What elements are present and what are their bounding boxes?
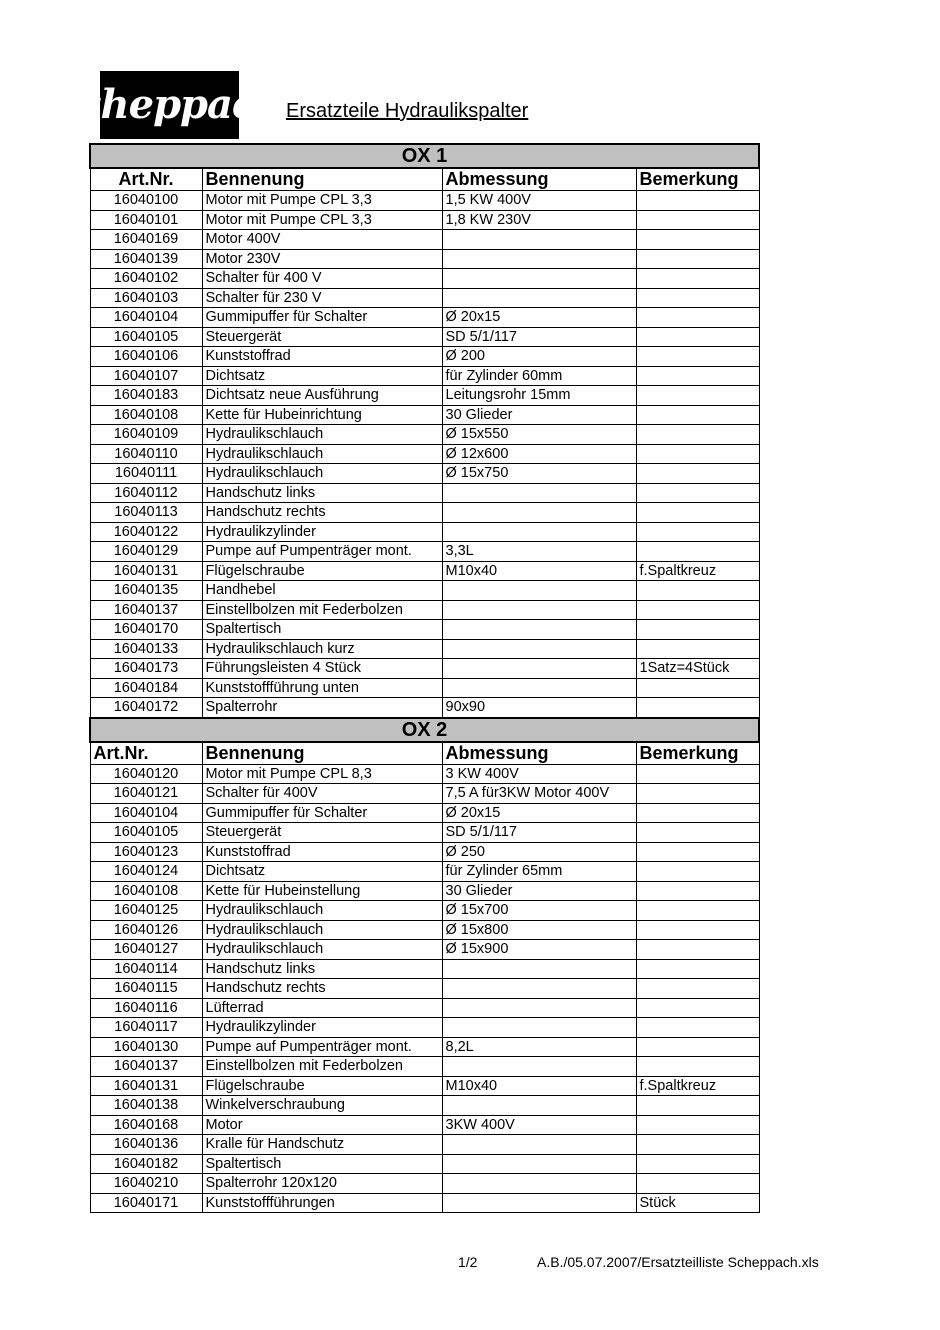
column-header: Bennenung <box>202 742 442 765</box>
abmessung-cell: Ø 15x750 <box>442 464 636 484</box>
bennenung-cell: Kunststoffrad <box>202 347 442 367</box>
table-row <box>90 600 759 620</box>
bemerkung-cell <box>636 1174 759 1194</box>
bemerkung-cell <box>636 842 759 862</box>
abmessung-cell: 1,8 KW 230V <box>442 210 636 230</box>
abmessung-cell: 30 Glieder <box>442 881 636 901</box>
table-row <box>90 405 759 425</box>
bemerkung-cell <box>636 308 759 328</box>
bennenung-cell: Handschutz rechts <box>202 979 442 999</box>
bennenung-cell: Schalter für 400 V <box>202 269 442 289</box>
bennenung-cell: Hydraulikschlauch kurz <box>202 639 442 659</box>
abmessung-cell: 8,2L <box>442 1037 636 1057</box>
art-nr-cell: 16040130 <box>90 1037 202 1057</box>
table-row <box>90 483 759 503</box>
brand-logo <box>55 71 284 139</box>
table-row <box>90 881 759 901</box>
abmessung-cell: 1,5 KW 400V <box>442 191 636 211</box>
bennenung-cell: Spaltertisch <box>202 1154 442 1174</box>
bennenung-cell: Kette für Hubeinrichtung <box>202 405 442 425</box>
table-row <box>90 1076 759 1096</box>
table-row <box>90 366 759 386</box>
bennenung-cell: Steuergerät <box>202 823 442 843</box>
table-row <box>90 269 759 289</box>
bennenung-cell: Motor mit Pumpe CPL 3,3 <box>202 210 442 230</box>
art-nr-cell: 16040127 <box>90 940 202 960</box>
art-nr-cell: 16040122 <box>90 522 202 542</box>
bemerkung-cell <box>636 269 759 289</box>
bemerkung-cell <box>636 542 759 562</box>
bemerkung-cell <box>636 784 759 804</box>
art-nr-cell: 16040117 <box>90 1018 202 1038</box>
logo-text: scheppach <box>55 81 284 128</box>
bemerkung-cell <box>636 1018 759 1038</box>
column-header: Bennenung <box>202 168 442 191</box>
bennenung-cell: Flügelschraube <box>202 1076 442 1096</box>
art-nr-cell: 16040126 <box>90 920 202 940</box>
abmessung-cell: 3KW 400V <box>442 1115 636 1135</box>
bennenung-cell: Dichtsatz <box>202 366 442 386</box>
table-row <box>90 230 759 250</box>
art-nr-cell: 16040108 <box>90 881 202 901</box>
table-row <box>90 561 759 581</box>
table-row <box>90 901 759 921</box>
abmessung-cell: für Zylinder 65mm <box>442 862 636 882</box>
abmessung-cell <box>442 600 636 620</box>
art-nr-cell: 16040116 <box>90 998 202 1018</box>
bemerkung-cell <box>636 249 759 269</box>
bennenung-cell: Flügelschraube <box>202 561 442 581</box>
bemerkung-cell <box>636 464 759 484</box>
art-nr-cell: 16040105 <box>90 327 202 347</box>
abmessung-cell: für Zylinder 60mm <box>442 366 636 386</box>
abmessung-cell <box>442 522 636 542</box>
column-header: Bemerkung <box>636 742 759 765</box>
abmessung-cell <box>442 230 636 250</box>
table-row <box>90 522 759 542</box>
art-nr-cell: 16040136 <box>90 1135 202 1155</box>
bennenung-cell: Motor <box>202 1115 442 1135</box>
bennenung-cell: Motor 400V <box>202 230 442 250</box>
table-row <box>90 327 759 347</box>
bemerkung-cell <box>636 803 759 823</box>
table-row <box>90 444 759 464</box>
column-header: Abmessung <box>442 168 636 191</box>
bemerkung-cell <box>636 620 759 640</box>
art-nr-cell: 16040123 <box>90 842 202 862</box>
abmessung-cell: M10x40 <box>442 561 636 581</box>
parts-table <box>89 143 760 1213</box>
art-nr-cell: 16040106 <box>90 347 202 367</box>
abmessung-cell: M10x40 <box>442 1076 636 1096</box>
table-row <box>90 862 759 882</box>
abmessung-cell <box>442 959 636 979</box>
bemerkung-cell <box>636 1154 759 1174</box>
abmessung-cell: Ø 15x550 <box>442 425 636 445</box>
art-nr-cell: 16040120 <box>90 764 202 784</box>
table-row <box>90 784 759 804</box>
bemerkung-cell <box>636 940 759 960</box>
art-nr-cell: 16040183 <box>90 386 202 406</box>
abmessung-cell: Ø 20x15 <box>442 308 636 328</box>
bennenung-cell: Winkelverschraubung <box>202 1096 442 1116</box>
art-nr-cell: 16040125 <box>90 901 202 921</box>
column-header: Art.Nr. <box>90 742 202 765</box>
table-row <box>90 288 759 308</box>
art-nr-cell: 16040112 <box>90 483 202 503</box>
bennenung-cell: Handschutz links <box>202 483 442 503</box>
art-nr-cell: 16040131 <box>90 561 202 581</box>
art-nr-cell: 16040104 <box>90 308 202 328</box>
column-header-row <box>90 168 759 191</box>
bennenung-cell: Hydraulikschlauch <box>202 901 442 921</box>
bemerkung-cell <box>636 1096 759 1116</box>
art-nr-cell: 16040171 <box>90 1193 202 1213</box>
page-number: 1/2 <box>458 1254 478 1270</box>
bennenung-cell: Spaltertisch <box>202 620 442 640</box>
abmessung-cell <box>442 249 636 269</box>
bennenung-cell: Hydraulikschlauch <box>202 940 442 960</box>
table-row <box>90 308 759 328</box>
bemerkung-cell <box>636 425 759 445</box>
bemerkung-cell <box>636 764 759 784</box>
abmessung-cell: 7,5 A für3KW Motor 400V <box>442 784 636 804</box>
bennenung-cell: Handschutz rechts <box>202 503 442 523</box>
column-header-row <box>90 742 759 765</box>
file-reference: A.B./05.07.2007/Ersatzteilliste Scheppach.xls <box>537 1254 819 1270</box>
bemerkung-cell <box>636 210 759 230</box>
table-row <box>90 210 759 230</box>
table-row <box>90 1057 759 1077</box>
table-row <box>90 1096 759 1116</box>
abmessung-cell: 90x90 <box>442 698 636 718</box>
bemerkung-cell <box>636 639 759 659</box>
table-row <box>90 659 759 679</box>
abmessung-cell <box>442 998 636 1018</box>
abmessung-cell: 3 KW 400V <box>442 764 636 784</box>
bemerkung-cell <box>636 503 759 523</box>
bennenung-cell: Gummipuffer für Schalter <box>202 308 442 328</box>
art-nr-cell: 16040135 <box>90 581 202 601</box>
table-row <box>90 698 759 718</box>
abmessung-cell <box>442 1057 636 1077</box>
abmessung-cell <box>442 1154 636 1174</box>
document-title: Ersatzteile Hydraulikspalter <box>286 100 529 122</box>
abmessung-cell: Ø 20x15 <box>442 803 636 823</box>
art-nr-cell: 16040108 <box>90 405 202 425</box>
abmessung-cell: Ø 15x700 <box>442 901 636 921</box>
section-header-row <box>90 718 759 742</box>
bennenung-cell: Hydraulikschlauch <box>202 920 442 940</box>
bennenung-cell: Hydraulikschlauch <box>202 464 442 484</box>
abmessung-cell <box>442 1096 636 1116</box>
bennenung-cell: Dichtsatz neue Ausführung <box>202 386 442 406</box>
art-nr-cell: 16040110 <box>90 444 202 464</box>
bemerkung-cell <box>636 366 759 386</box>
table-row <box>90 920 759 940</box>
art-nr-cell: 16040184 <box>90 678 202 698</box>
table-row <box>90 998 759 1018</box>
table-row <box>90 842 759 862</box>
bennenung-cell: Hydraulikzylinder <box>202 1018 442 1038</box>
table-row <box>90 464 759 484</box>
bennenung-cell: Kette für Hubeinstellung <box>202 881 442 901</box>
bennenung-cell: Motor mit Pumpe CPL 3,3 <box>202 191 442 211</box>
table-row <box>90 803 759 823</box>
art-nr-cell: 16040124 <box>90 862 202 882</box>
abmessung-cell <box>442 269 636 289</box>
bennenung-cell: Motor mit Pumpe CPL 8,3 <box>202 764 442 784</box>
abmessung-cell: Ø 12x600 <box>442 444 636 464</box>
table-row <box>90 959 759 979</box>
table-row <box>90 1135 759 1155</box>
bemerkung-cell <box>636 881 759 901</box>
abmessung-cell <box>442 678 636 698</box>
table-row <box>90 764 759 784</box>
abmessung-cell <box>442 483 636 503</box>
abmessung-cell <box>442 288 636 308</box>
art-nr-cell: 16040100 <box>90 191 202 211</box>
table-row <box>90 249 759 269</box>
bennenung-cell: Spalterrohr <box>202 698 442 718</box>
table-row <box>90 940 759 960</box>
art-nr-cell: 16040137 <box>90 600 202 620</box>
bennenung-cell: Dichtsatz <box>202 862 442 882</box>
bemerkung-cell <box>636 405 759 425</box>
art-nr-cell: 16040111 <box>90 464 202 484</box>
bemerkung-cell <box>636 823 759 843</box>
bemerkung-cell <box>636 698 759 718</box>
abmessung-cell: Ø 15x900 <box>442 940 636 960</box>
table-row <box>90 386 759 406</box>
bemerkung-cell <box>636 327 759 347</box>
abmessung-cell <box>442 979 636 999</box>
abmessung-cell: Ø 250 <box>442 842 636 862</box>
bemerkung-cell <box>636 979 759 999</box>
column-header: Art.Nr. <box>90 168 202 191</box>
abmessung-cell <box>442 1174 636 1194</box>
bennenung-cell: Pumpe auf Pumpenträger mont. <box>202 1037 442 1057</box>
section-title: OX 2 <box>90 718 759 742</box>
bennenung-cell: Gummipuffer für Schalter <box>202 803 442 823</box>
bennenung-cell: Handschutz links <box>202 959 442 979</box>
bemerkung-cell <box>636 288 759 308</box>
art-nr-cell: 16040104 <box>90 803 202 823</box>
art-nr-cell: 16040133 <box>90 639 202 659</box>
bennenung-cell: Führungsleisten 4 Stück <box>202 659 442 679</box>
art-nr-cell: 16040169 <box>90 230 202 250</box>
bemerkung-cell <box>636 386 759 406</box>
bennenung-cell: Steuergerät <box>202 327 442 347</box>
bemerkung-cell <box>636 1037 759 1057</box>
table-row <box>90 191 759 211</box>
bemerkung-cell <box>636 1057 759 1077</box>
bemerkung-cell <box>636 444 759 464</box>
bemerkung-cell <box>636 678 759 698</box>
bemerkung-cell <box>636 901 759 921</box>
art-nr-cell: 16040172 <box>90 698 202 718</box>
table-row <box>90 620 759 640</box>
art-nr-cell: 16040137 <box>90 1057 202 1077</box>
bemerkung-cell <box>636 1135 759 1155</box>
table-row <box>90 1174 759 1194</box>
art-nr-cell: 16040102 <box>90 269 202 289</box>
table-row <box>90 581 759 601</box>
bemerkung-cell <box>636 581 759 601</box>
bemerkung-cell: 1Satz=4Stück <box>636 659 759 679</box>
abmessung-cell: Ø 200 <box>442 347 636 367</box>
art-nr-cell: 16040129 <box>90 542 202 562</box>
art-nr-cell: 16040139 <box>90 249 202 269</box>
bemerkung-cell <box>636 998 759 1018</box>
abmessung-cell <box>442 503 636 523</box>
abmessung-cell <box>442 1193 636 1213</box>
bennenung-cell: Schalter für 230 V <box>202 288 442 308</box>
bennenung-cell: Hydraulikschlauch <box>202 444 442 464</box>
abmessung-cell <box>442 659 636 679</box>
table-row <box>90 425 759 445</box>
abmessung-cell: 3,3L <box>442 542 636 562</box>
art-nr-cell: 16040105 <box>90 823 202 843</box>
abmessung-cell: 30 Glieder <box>442 405 636 425</box>
art-nr-cell: 16040210 <box>90 1174 202 1194</box>
table-row <box>90 542 759 562</box>
bemerkung-cell <box>636 1115 759 1135</box>
table-row <box>90 639 759 659</box>
bemerkung-cell <box>636 483 759 503</box>
table-row <box>90 503 759 523</box>
column-header: Bemerkung <box>636 168 759 191</box>
bennenung-cell: Kunststoffführungen <box>202 1193 442 1213</box>
art-nr-cell: 16040121 <box>90 784 202 804</box>
bemerkung-cell <box>636 230 759 250</box>
art-nr-cell: 16040101 <box>90 210 202 230</box>
bemerkung-cell <box>636 522 759 542</box>
bennenung-cell: Hydraulikschlauch <box>202 425 442 445</box>
bemerkung-cell: f.Spaltkreuz <box>636 1076 759 1096</box>
bennenung-cell: Lüfterrad <box>202 998 442 1018</box>
section-header-row <box>90 144 759 168</box>
art-nr-cell: 16040103 <box>90 288 202 308</box>
bennenung-cell: Kunststoffrad <box>202 842 442 862</box>
bemerkung-cell <box>636 191 759 211</box>
art-nr-cell: 16040113 <box>90 503 202 523</box>
bemerkung-cell: Stück <box>636 1193 759 1213</box>
art-nr-cell: 16040170 <box>90 620 202 640</box>
art-nr-cell: 16040115 <box>90 979 202 999</box>
abmessung-cell: Leitungsrohr 15mm <box>442 386 636 406</box>
bennenung-cell: Einstellbolzen mit Federbolzen <box>202 1057 442 1077</box>
bennenung-cell: Kunststoffführung unten <box>202 678 442 698</box>
table-row <box>90 979 759 999</box>
art-nr-cell: 16040168 <box>90 1115 202 1135</box>
abmessung-cell <box>442 581 636 601</box>
art-nr-cell: 16040182 <box>90 1154 202 1174</box>
abmessung-cell <box>442 1018 636 1038</box>
art-nr-cell: 16040173 <box>90 659 202 679</box>
bennenung-cell: Handhebel <box>202 581 442 601</box>
abmessung-cell: SD 5/1/117 <box>442 823 636 843</box>
abmessung-cell <box>442 1135 636 1155</box>
abmessung-cell: SD 5/1/117 <box>442 327 636 347</box>
column-header: Abmessung <box>442 742 636 765</box>
table-row <box>90 823 759 843</box>
bennenung-cell: Einstellbolzen mit Federbolzen <box>202 600 442 620</box>
table-row <box>90 1154 759 1174</box>
bemerkung-cell <box>636 959 759 979</box>
abmessung-cell: Ø 15x800 <box>442 920 636 940</box>
abmessung-cell <box>442 620 636 640</box>
bemerkung-cell: f.Spaltkreuz <box>636 561 759 581</box>
bennenung-cell: Kralle für Handschutz <box>202 1135 442 1155</box>
section-title: OX 1 <box>90 144 759 168</box>
art-nr-cell: 16040109 <box>90 425 202 445</box>
art-nr-cell: 16040107 <box>90 366 202 386</box>
art-nr-cell: 16040131 <box>90 1076 202 1096</box>
table-row <box>90 1018 759 1038</box>
abmessung-cell <box>442 639 636 659</box>
bemerkung-cell <box>636 920 759 940</box>
bennenung-cell: Pumpe auf Pumpenträger mont. <box>202 542 442 562</box>
bennenung-cell: Spalterrohr 120x120 <box>202 1174 442 1194</box>
table-row <box>90 1115 759 1135</box>
bennenung-cell: Motor 230V <box>202 249 442 269</box>
bemerkung-cell <box>636 862 759 882</box>
bemerkung-cell <box>636 347 759 367</box>
table-row <box>90 678 759 698</box>
bennenung-cell: Schalter für 400V <box>202 784 442 804</box>
art-nr-cell: 16040114 <box>90 959 202 979</box>
bennenung-cell: Hydraulikzylinder <box>202 522 442 542</box>
bemerkung-cell <box>636 600 759 620</box>
table-row <box>90 1037 759 1057</box>
table-row <box>90 347 759 367</box>
art-nr-cell: 16040138 <box>90 1096 202 1116</box>
table-row <box>90 1193 759 1213</box>
